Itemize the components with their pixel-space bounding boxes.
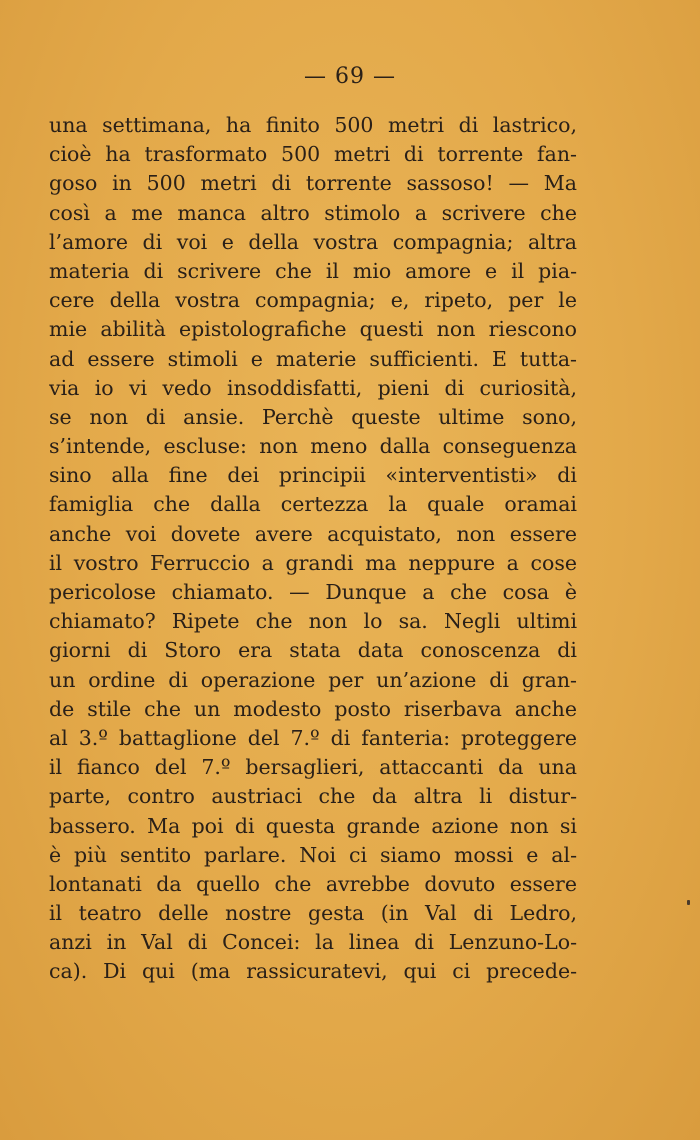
text-line: bassero. Ma poi di questa grande azione non si xyxy=(49,813,577,838)
text-line: goso in 500 metri di torrente sassoso! — Ma xyxy=(49,171,577,196)
page-number: — 69 — xyxy=(304,64,396,89)
text-line: materia di scrivere che il mio amore e il pia- xyxy=(49,258,577,283)
text-line: il vostro Ferruccio a grandi ma neppure a cose xyxy=(49,550,577,575)
text-line: anche voi dovete avere acquistato, non essere xyxy=(49,521,577,546)
text-line: ca). Di qui (ma rassicuratevi, qui ci precede- xyxy=(49,959,577,984)
text-line: cioè ha trasformato 500 metri di torrente fan- xyxy=(49,142,577,167)
text-line: lontanati da quello che avrebbe dovuto essere xyxy=(49,871,577,896)
text-line: anzi in Val di Concei: la linea di Lenzuno-Lo- xyxy=(49,930,577,955)
text-line: cere della vostra compagnia; e, ripeto, per le xyxy=(49,288,577,313)
text-line: chiamato? Ripete che non lo sa. Negli ultimi xyxy=(49,609,577,634)
text-line: l’amore di voi e della vostra compagnia; altra xyxy=(49,229,577,254)
text-line: sino alla fine dei principii «interventisti» di xyxy=(49,463,577,488)
text-line: parte, contro austriaci che da altra li distur- xyxy=(49,784,577,809)
text-line: un ordine di operazione per un’azione di gran- xyxy=(49,667,577,692)
text-line: al 3.º battaglione del 7.º di fanteria: proteggere xyxy=(49,725,577,750)
text-line: il teatro delle nostre gesta (in Val di Ledro, xyxy=(49,901,577,926)
text-line: se non di ansie. Perchè queste ultime sono, xyxy=(49,404,577,429)
text-line: una settimana, ha finito 500 metri di lastrico, xyxy=(49,113,577,137)
text-line: famiglia che dalla certezza la quale oramai xyxy=(49,492,577,517)
text-line: de stile che un modesto posto riserbava anche xyxy=(49,696,577,721)
text-line: s’intende, escluse: non meno dalla conseguenza xyxy=(49,434,577,459)
text-line: via io vi vedo insoddisfatti, pieni di curiosità, xyxy=(49,375,577,400)
text-line: così a me manca altro stimolo a scrivere che xyxy=(49,200,577,225)
text-line: giorni di Storo era stata data conoscenza di xyxy=(49,638,577,663)
text-line: mie abilità epistolografiche questi non riescono xyxy=(49,317,577,342)
ink-speck xyxy=(687,900,690,905)
text-line: è più sentito parlare. Noi ci siamo mossi e al- xyxy=(49,842,577,867)
text-line: pericolose chiamato. — Dunque a che cosa è xyxy=(49,580,577,604)
body-text xyxy=(49,111,577,987)
text-line: ad essere stimoli e materie sufficienti. E tutta- xyxy=(49,346,577,371)
text-line: il fianco del 7.º bersaglieri, attaccanti da una xyxy=(49,755,577,780)
